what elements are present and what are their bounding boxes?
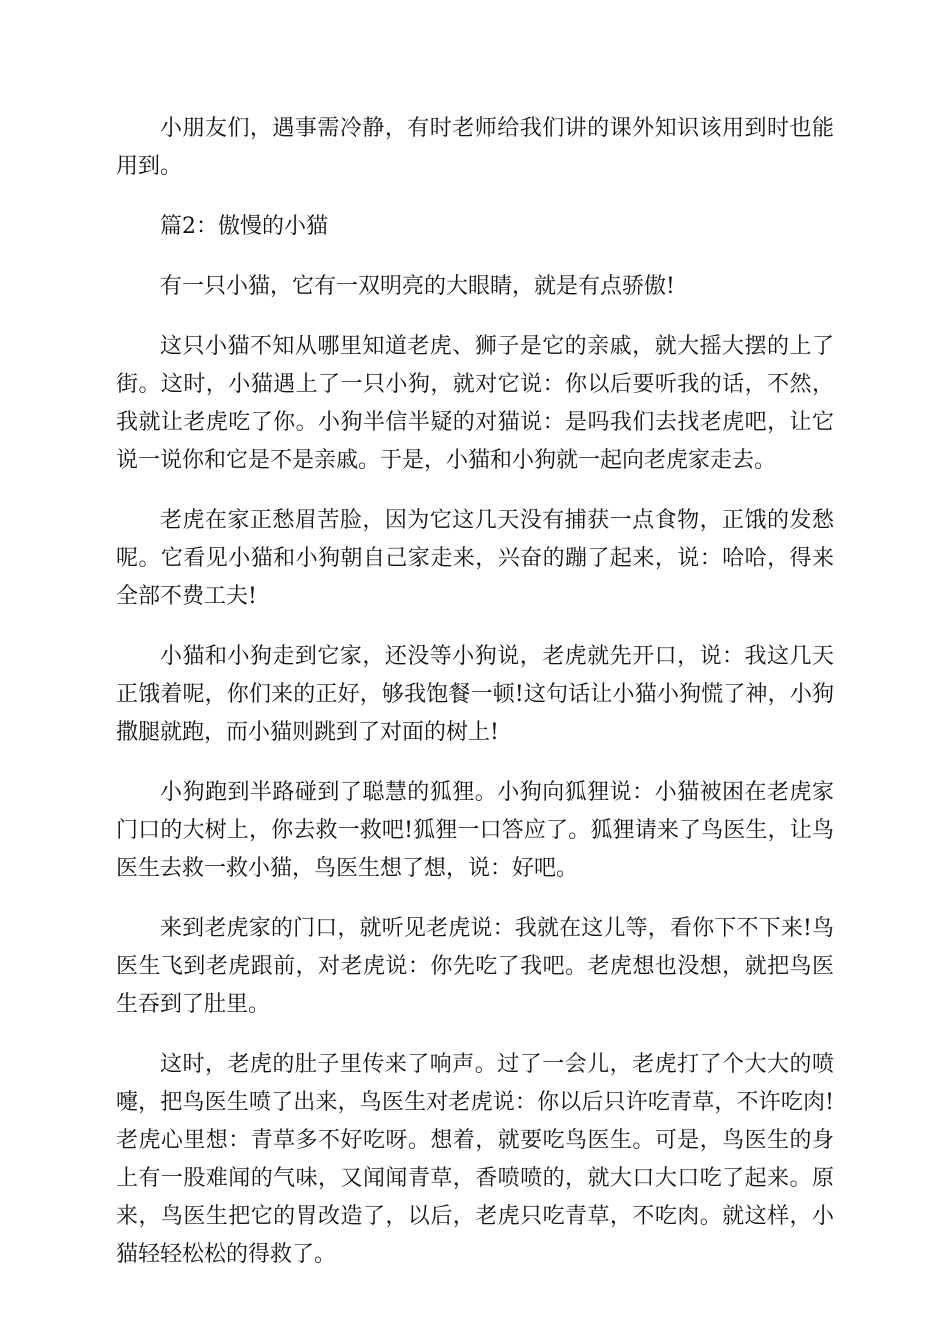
paragraph-tiger-home: 老虎在家正愁眉苦脸，因为它这几天没有捕获一点食物，正饿的发愁呢。它看见小猫和小狗朝自己家走来，兴奋的蹦了起来，说：哈哈，得来全部不费工夫!	[116, 508, 834, 609]
paragraph-intro: 有一只小猫，它有一双明亮的大眼睛，就是有点骄傲!	[160, 274, 675, 299]
section-title: 篇2：傲慢的小猫	[160, 214, 328, 239]
paragraph-ending: 这时，老虎的肚子里传来了响声。过了一会儿，老虎打了个大大的喷嚏，把鸟医生喷了出来，鸟医生对老虎说：你以后只许吃青草，不许吃肉!老虎心里想：青草多不好吃呀。想着，就要吃鸟医生。可是，鸟医生的身上有一股难闻的气味，又闻闻青草，香喷喷的，就大口大口吃了起来。原来，鸟医生把它的胃改造了，以后，老虎只吃青草，不吃肉。就这样，小猫轻轻松松的得救了。	[116, 1052, 834, 1267]
paragraph-moral: 小朋友们，遇事需冷静，有时老师给我们讲的课外知识该用到时也能用到。	[116, 116, 834, 179]
paragraph-street: 这只小猫不知从哪里知道老虎、狮子是它的亲戚，就大摇大摆的上了街。这时，小猫遇上了一只小狗，就对它说：你以后要听我的话，不然，我就让老虎吃了你。小狗半信半疑的对猫说：是吗我们去找老虎吧，让它说一说你和它是不是亲戚。于是，小猫和小狗就一起向老虎家走去。	[116, 334, 834, 473]
document-page	[116, 110, 834, 1296]
paragraph-arrival: 小猫和小狗走到它家，还没等小狗说，老虎就先开口，说：我这几天正饿着呢，你们来的正好，够我饱餐一顿!这句话让小猫小狗慌了神，小狗撒腿就跑，而小猫则跳到了对面的树上!	[116, 644, 834, 745]
paragraph-fox: 小狗跑到半路碰到了聪慧的狐狸。小狗向狐狸说：小猫被困在老虎家门口的大树上，你去救一救吧!狐狸一口答应了。狐狸请来了鸟医生，让鸟医生去救一救小猫，鸟医生想了想，说：好吧。	[116, 780, 834, 881]
paragraph-bird-doctor: 来到老虎家的门口，就听见老虎说：我就在这儿等，看你下不下来!鸟医生飞到老虎跟前，对老虎说：你先吃了我吧。老虎想也没想，就把鸟医生吞到了肚里。	[116, 916, 834, 1017]
